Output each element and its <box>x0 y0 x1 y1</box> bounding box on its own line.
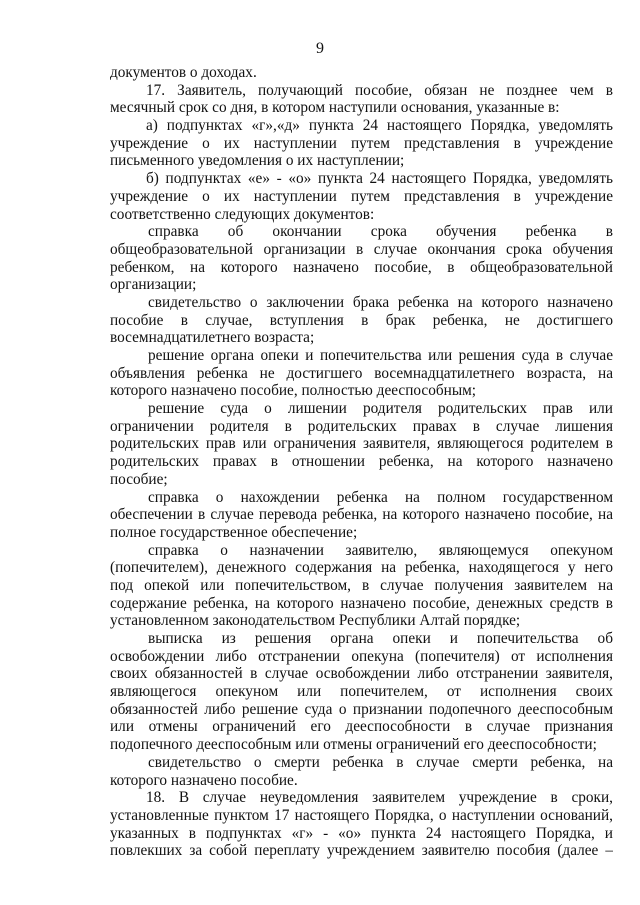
text-line: месячный срок со дня, в котором наступили основания, указанные в: <box>110 99 560 117</box>
page-number: 9 <box>316 40 324 57</box>
text-line: установленном законодательством Республики Алтай порядке; <box>110 612 521 630</box>
text-line: обязанностей либо решение суда о признании подопечного дееспособным <box>110 700 613 718</box>
text-line: 17. Заявитель, получающий пособие, обязан не позднее чем в <box>146 81 613 99</box>
text-line: родительских прав или ограничения заявителя, являющегося родителем в <box>110 435 613 453</box>
text-line: свидетельство о заключении брака ребенка на которого назначено <box>148 293 613 311</box>
text-line: учреждение о их наступлении путем представления в учреждение <box>110 187 613 205</box>
text-line: ограничении родителя в родительских правах в случае лишения <box>110 417 613 435</box>
text-line: пособие в случае, вступления в брак ребенка, не достигшего <box>110 311 613 329</box>
text-line: письменного уведомления о их наступлении; <box>110 152 405 170</box>
text-line: полное государственное обеспечение; <box>110 523 358 541</box>
text-line: или отмены ограничений его дееспособности в случае признания <box>110 718 613 736</box>
text-line: а) подпунктах «г»,«д» пункта 24 настоящего Порядка, уведомлять <box>146 117 613 135</box>
text-line: документов о доходах. <box>110 64 257 81</box>
text-line: решение органа опеки и попечительства или решения суда в случае <box>148 347 613 364</box>
text-line: ребенком, на которого назначено пособие, в общеобразовательной <box>110 258 613 276</box>
text-line: соответственно следующих документов: <box>110 205 375 223</box>
text-line: организации; <box>110 276 197 294</box>
text-line: освобождении либо отстранении опекуна (попечителя) от исполнения <box>110 647 613 665</box>
text-line: свидетельство о смерти ребенка в случае смерти ребенка, на <box>148 753 613 771</box>
text-line: под опекой или попечительством, в случае получения заявителем на <box>110 576 613 594</box>
text-line: указанных в подпунктах «г» - «о» пункта 24 настоящего Порядка, и <box>110 824 613 842</box>
text-line: повлекших за собой переплату учреждением заявителю пособия (далее – <box>110 842 613 860</box>
text-line: содержание ребенка, на которого назначено пособие, денежных средств в <box>110 594 613 612</box>
text-line: являющегося опекуном или попечителем, от исполнения своих <box>110 683 613 701</box>
text-line: объявления ребенка не достигшего восемнадцатилетнего возраста, на <box>110 364 613 382</box>
text-line: б) подпунктах «е» - «о» пункта 24 настоящего Порядка, уведомлять <box>146 170 613 188</box>
text-line: справка о назначении заявителю, являющемуся опекуном <box>148 541 613 559</box>
text-line: установленные пунктом 17 настоящего Порядка, о наступлении оснований, <box>110 806 613 824</box>
text-line: (попечителем), денежного содержания на ребенка, находящегося у него <box>110 559 613 577</box>
text-line: выписка из решения органа опеки и попечительства об <box>148 630 613 647</box>
text-line: учреждение о их наступлении путем представления в учреждение <box>110 134 613 152</box>
text-line: родительских правах в отношении ребенка, на которого назначено <box>110 453 613 471</box>
text-line: справка об окончании срока обучения ребенка в <box>148 223 613 241</box>
text-line: 18. В случае неуведомления заявителем учреждение в сроки, <box>146 789 613 807</box>
text-line: решение суда о лишении родителя родительских прав или <box>148 400 613 418</box>
document-body <box>110 64 613 860</box>
text-line: пособие; <box>110 470 168 488</box>
text-line: подопечного дееспособным или отмены ограничений его дееспособности; <box>110 736 597 754</box>
text-line: обеспечении в случае перевода ребенка, на которого назначено пособие, на <box>110 506 613 524</box>
text-line: которого назначено пособие. <box>110 771 298 789</box>
text-line: своих обязанностей в случае освобождении либо отстранении заявителя, <box>110 665 613 683</box>
text-line: которого назначено пособие, полностью дееспособным; <box>110 382 477 400</box>
text-line: общеобразовательной организации в случае окончания срока обучения <box>110 240 613 258</box>
text-line: восемнадцатилетнего возраста; <box>110 329 315 347</box>
text-line: справка о нахождении ребенка на полном государственном <box>148 488 613 506</box>
